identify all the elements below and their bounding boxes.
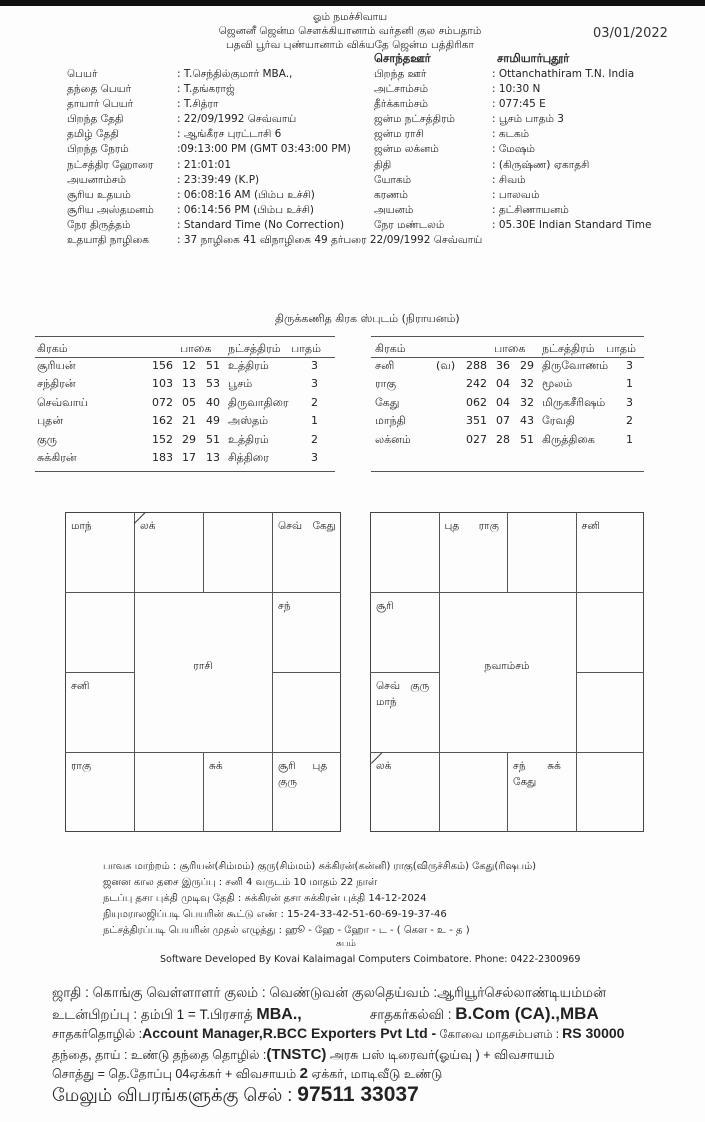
detail-label: தந்தை பெயர்: [67, 83, 132, 96]
detail-label: பிறந்த நேரம்: [67, 143, 129, 156]
detail-label: பெயர்: [67, 68, 98, 80]
detail-value: : 05.30E Indian Standard Time: [492, 218, 652, 231]
detail-row: [374, 67, 651, 82]
detail-label: தமிழ் தேதி: [67, 128, 119, 141]
minute: 17: [182, 451, 196, 464]
pada: 1: [626, 432, 633, 446]
detail-label: ஜன்ம ராசி: [374, 128, 424, 141]
planet-name: சனி: [375, 359, 395, 372]
second: 13: [206, 451, 220, 464]
detail-label: நட்சத்திர ஹோரை: [67, 158, 154, 171]
planet-name: ராகு: [375, 377, 397, 391]
second: 53: [206, 377, 220, 391]
detail-value: : சிவம்: [492, 173, 526, 186]
detail-row: [67, 233, 482, 248]
planet-in-house-makara: சனி: [71, 680, 90, 692]
caste-text: ஜாதி : கொங்கு வெள்ளாளர் குலம் : வெண்டுவன் குலதெய்வம் :ஆரியூர்செல்லாண்டியம்மன்: [52, 985, 607, 1000]
pada: 3: [311, 451, 318, 464]
planet-in-house-thula: கேது: [513, 776, 537, 788]
pada: 3: [626, 359, 633, 372]
grid-line: [65, 752, 341, 753]
minute: 05: [182, 395, 196, 409]
grid-line: [65, 672, 134, 673]
grid-line: [507, 752, 508, 832]
grid-line: [272, 672, 341, 673]
job-value: Account Manager,R.BCC Exporters Pvt Ltd -: [142, 1025, 437, 1041]
detail-value: : 22/09/1992 செவ்வாய்: [177, 113, 297, 126]
detail-label: பிறந்த ஊர்: [374, 68, 427, 80]
degree: 288: [466, 359, 487, 372]
pada: 2: [626, 414, 633, 428]
detail-row: [374, 97, 651, 112]
degree: 242: [466, 377, 487, 391]
details-right: [374, 67, 651, 233]
pada: 3: [311, 377, 318, 391]
planet-name: குரு: [37, 432, 57, 446]
planet-in-house-meena: மாந்: [71, 520, 92, 532]
pada: 2: [311, 395, 318, 409]
detail-value: : 06:08:16 AM (பிம்ப உச்சி): [177, 188, 315, 201]
table-right-header-rule: [371, 357, 644, 358]
siblings-text: உடன்பிறப்பு : தம்பி 1 = T.பிரசாத்: [52, 1007, 257, 1022]
pada: 1: [311, 414, 318, 428]
detail-row: [374, 173, 651, 188]
chart-title: நவாம்சம்: [484, 660, 530, 672]
detail-value: : பாலவம்: [492, 188, 540, 201]
planet-in-house-makara: செவ்: [376, 680, 401, 692]
minute: 04: [496, 395, 510, 409]
detail-row: [374, 158, 651, 173]
current-dasa: நடப்பு தசா புக்தி முடிவு தேதி : சுக்கிரன் தசா சுக்கிரன் புக்தி 14-12-2024: [103, 893, 427, 904]
table-right-top-rule: [371, 336, 644, 337]
degree: 062: [466, 395, 487, 409]
planet-name: செவ்வாய்: [37, 395, 88, 409]
detail-row: [374, 127, 651, 142]
invocation-line: ஓம் நமச்சிவாய: [312, 11, 388, 23]
detail-label: கரணம்: [374, 188, 408, 201]
planet-name: மாந்தி: [375, 414, 406, 428]
detail-value: : (கிருஷ்ண) ஏகாதசி: [492, 158, 590, 171]
second: 32: [520, 395, 534, 409]
dasa-balance: ஜனன கால தசை இருப்பு : சனி 4 வருடம் 10 மாதம் 22 நாள்: [103, 877, 378, 888]
table-header-3: பாதம்: [291, 342, 321, 355]
numerology: நியுமராலஜிப்படி பெயரின் கூட்டு எண் : 15-24-33-42-51-60-69-19-37-46: [103, 909, 447, 920]
grid-line: [507, 512, 508, 592]
second: 32: [520, 377, 534, 391]
detail-label: அட்சாம்சம்: [374, 83, 429, 96]
detail-label: சூரிய அஸ்தமனம்: [67, 203, 154, 216]
detail-value: : 23:39:49 (K.P): [177, 173, 260, 186]
second: 51: [206, 432, 220, 446]
planet-in-house-thula: சந்: [513, 760, 526, 772]
contact-label: மேலும் விபரங்களுக்கு செல் :: [52, 1085, 298, 1105]
education-label: சாதகர்கல்வி :: [369, 1007, 456, 1022]
detail-row: [374, 112, 651, 127]
grid-line: [370, 672, 439, 673]
grid-line: [65, 592, 341, 593]
grid-line: [576, 672, 645, 673]
planet-in-house-mesha: புத: [444, 520, 460, 532]
detail-label: நேர திருத்தம்: [67, 218, 131, 231]
degree: 103: [152, 377, 173, 391]
nakshatra: அஸ்தம்: [228, 414, 269, 428]
table-header-0: கிரகம்: [37, 342, 68, 355]
planet-in-house-makara: குரு: [410, 680, 430, 692]
degree: 183: [152, 451, 173, 464]
parents-text: தந்தை, தாய் : உண்டு தந்தை தொழில் :: [52, 1048, 267, 1062]
planet-name: சுக்கிரன்: [37, 451, 77, 464]
planet-in-house-mesha: லக்: [140, 520, 156, 532]
nakshatra: மூலம்: [542, 377, 573, 391]
chart-title: ராசி: [193, 660, 213, 672]
planet-in-house-mithuna: சனி: [581, 520, 600, 532]
detail-label: ஜன்ம நட்சத்திரம்: [374, 113, 455, 126]
table-left-bottom-rule: [35, 471, 335, 472]
property-text-2: ஏக்கர், மாடிவீடு உண்டு: [308, 1067, 443, 1081]
nakshatra: உத்திரம்: [228, 359, 269, 372]
detail-value: : 37 நாழிகை 41 விநாழிகை 49 தர்பரை 22/09/1992 செவ்வாய்: [177, 234, 483, 247]
degree: 156: [152, 359, 173, 372]
detail-value: : 10:30 N: [492, 83, 541, 96]
detail-value: : மேஷம்: [492, 143, 535, 156]
grid-line: [203, 512, 204, 592]
property-line: [52, 1065, 442, 1083]
detail-label: தீர்க்காம்சம்: [374, 98, 428, 111]
job-label: சாதகர்தொழில் :: [52, 1027, 143, 1041]
nakshatra: மிருகசீரிஷம்: [542, 395, 606, 409]
table-header-2: நட்சத்திரம்: [542, 342, 595, 355]
detail-value: : Ottanchathiram T.N. India: [492, 68, 635, 80]
nakshatra: ரேவதி: [542, 414, 576, 428]
second: 51: [206, 359, 220, 372]
planet-table-title: திருக்கணித கிரக ஸ்புடம் (நிராயனம்): [275, 312, 460, 325]
pada: 3: [311, 359, 318, 372]
nakshatra: திருவாதிரை: [228, 395, 289, 409]
planet-in-house-kumbha: சூரி: [376, 600, 394, 612]
detail-row: [374, 142, 651, 157]
job-line: [52, 1025, 624, 1043]
planet-in-house-thula: சுக்: [547, 760, 561, 772]
minute: 36: [496, 359, 510, 372]
nakshatra: பூசம்: [228, 377, 253, 391]
detail-label: பிறந்த தேதி: [67, 113, 124, 126]
grid-line: [370, 752, 644, 753]
planet-in-house-kanni: குரு: [278, 776, 298, 788]
minute: 21: [182, 414, 196, 428]
contact-line: [52, 1083, 419, 1108]
planet-name: புதன்: [37, 414, 64, 428]
nakshatra: கிருத்திகை: [542, 432, 595, 446]
planet-in-house-kanni: சூரி: [278, 760, 296, 772]
bhava-change: பாவக மாற்றம் : சூரியன்(சிம்மம்) குரு(சிம்மம்) சுக்கிரன்(கன்னி) ராகு(விருச்சிகம்) கேது(ரிஷபம்): [103, 861, 537, 872]
second: 29: [520, 359, 534, 372]
contact-phone[interactable]: 97511 33037: [297, 1083, 419, 1106]
detail-label: அயனாம்சம்: [67, 173, 127, 186]
detail-value: : T.செந்தில்குமார் MBA.,: [177, 68, 293, 80]
retro-mark: (வ): [436, 359, 456, 372]
detail-label: உதயாதி நாழிகை: [67, 234, 150, 247]
planet-name: சந்திரன்: [37, 377, 76, 391]
siblings-line: [52, 1004, 599, 1025]
detail-value: :09:13:00 PM (GMT 03:43:00 PM): [177, 143, 351, 156]
software-credit: Software Developed By Kovai Kalaimagal Computers Coimbatore. Phone: 0422-2300969: [160, 954, 581, 965]
degree: 162: [152, 414, 173, 428]
degree: 072: [152, 395, 173, 409]
detail-label: ஜன்ம லக்னம்: [374, 143, 439, 156]
name-letters: நட்சத்திரப்படி பெயரின் முதல் எழுத்து : ஹூ - ஹே - ஹோ - ட - ( கௌ - உ - த ): [103, 925, 470, 936]
minute: 28: [496, 432, 510, 446]
detail-value: : 21:01:01: [177, 158, 232, 171]
table-left-top-rule: [35, 336, 335, 337]
detail-value: : பூசம் பாதம் 3: [492, 113, 564, 126]
table-right-bottom-rule: [371, 471, 644, 472]
degree: 351: [466, 414, 487, 428]
second: 49: [206, 414, 220, 428]
print-date: 03/01/2022: [593, 26, 668, 41]
header-verse-2: பதவி பூர்வ புண்யானாம் விக்யதே ஜென்ம பத்திரிகா: [225, 39, 475, 51]
pada: 1: [626, 377, 633, 391]
detail-row: [374, 218, 651, 233]
salary-label: கோவை மாதசம்பளம் :: [436, 1029, 563, 1041]
property-acres: 2: [299, 1065, 309, 1082]
second: 51: [520, 432, 534, 446]
grid-line: [370, 592, 644, 593]
detail-value: : 06:14:56 PM (பிம்ப உச்சி): [177, 203, 315, 216]
header-verse-1: ஜெனனீ ஜென்ம சௌக்கியானாம் வர்தனி குல சம்பதாம்: [218, 25, 482, 37]
minute: 04: [496, 377, 510, 391]
minute: 12: [182, 359, 196, 372]
table-header-0: கிரகம்: [375, 342, 406, 355]
grid-line: [203, 752, 204, 832]
degree: 152: [152, 432, 173, 446]
minute: 29: [182, 432, 196, 446]
father-employer: (TNSTC): [266, 1046, 327, 1063]
detail-label: தாயார் பெயர்: [67, 98, 134, 111]
planet-in-house-mithuna: செவ்: [278, 520, 303, 532]
property-text-1: சொத்து = தெ.தோப்பு 04ஏக்கர் + விவசாயம்: [52, 1067, 300, 1081]
detail-value: : கடகம்: [492, 128, 530, 141]
native-place-value: சாமியார்புதூர்: [497, 51, 570, 65]
detail-row: [374, 203, 651, 218]
sibling-degree: MBA.,: [256, 1006, 302, 1023]
nakshatra: உத்திரம்: [228, 432, 269, 446]
minute: 07: [496, 414, 510, 428]
table-header-2: நட்சத்திரம்: [228, 342, 281, 355]
caste-line: [52, 985, 606, 1003]
planet-name: கேது: [375, 395, 400, 409]
detail-value: : 077:45 E: [492, 98, 546, 111]
detail-label: திதி: [374, 158, 392, 171]
planet-in-house-mesha: ராகு: [478, 520, 499, 532]
scan-top-edge: [0, 0, 705, 6]
planet-in-house-dhanus: ராகு: [71, 760, 92, 772]
planet-in-house-kataka: சந்: [278, 600, 291, 612]
detail-value: : Standard Time (No Correction): [177, 218, 345, 231]
second: 40: [206, 395, 220, 409]
table-header-1: பாகை: [180, 342, 212, 355]
father-job: அரசு பஸ் டிரைவர்(ஓய்வு ) + விவசாயம்: [326, 1048, 555, 1062]
nakshatra: சித்திரை: [228, 451, 269, 464]
planet-in-house-thula: சுக்: [209, 760, 223, 772]
detail-label: யோகம்: [374, 173, 412, 186]
detail-row: [374, 82, 651, 97]
detail-label: நேர மண்டலம்: [374, 218, 445, 231]
salary-value: RS 30000: [562, 1025, 625, 1041]
table-left-header-rule: [35, 357, 335, 358]
detail-row: [374, 188, 651, 203]
native-place-label: சொந்தஊர்: [374, 51, 431, 65]
minute: 13: [182, 377, 196, 391]
nakshatra: திருவோணம்: [542, 359, 609, 372]
education-value: B.Com (CA).,MBA: [455, 1004, 599, 1023]
planet-in-house-makara: மாந்: [376, 696, 397, 708]
planet-in-house-mithuna: கேது: [312, 520, 336, 532]
planet-name: சூரியன்: [37, 359, 76, 372]
degree: 027: [466, 432, 487, 446]
planet-in-house-kanni: புத: [312, 760, 328, 772]
parents-line: [52, 1046, 554, 1064]
detail-label: அயனம்: [374, 203, 414, 216]
subham: சுபம்: [336, 939, 356, 949]
planet-name: லக்னம்: [375, 432, 411, 446]
detail-label: சூரிய உதயம்: [67, 188, 131, 201]
detail-value: : T.தங்கராஜ்: [177, 83, 235, 96]
second: 43: [520, 414, 534, 428]
pada: 2: [311, 432, 318, 446]
pada: 3: [626, 395, 633, 409]
detail-value: : ஆங்கீரச புரட்டாசி 6: [177, 128, 282, 141]
table-header-3: பாதம்: [606, 342, 636, 355]
table-header-1: பாகை: [494, 342, 526, 355]
planet-in-house-dhanus: லக்: [376, 760, 392, 772]
detail-value: : T.சித்ரா: [177, 98, 219, 111]
detail-value: : தட்சிணாயனம்: [492, 203, 569, 216]
